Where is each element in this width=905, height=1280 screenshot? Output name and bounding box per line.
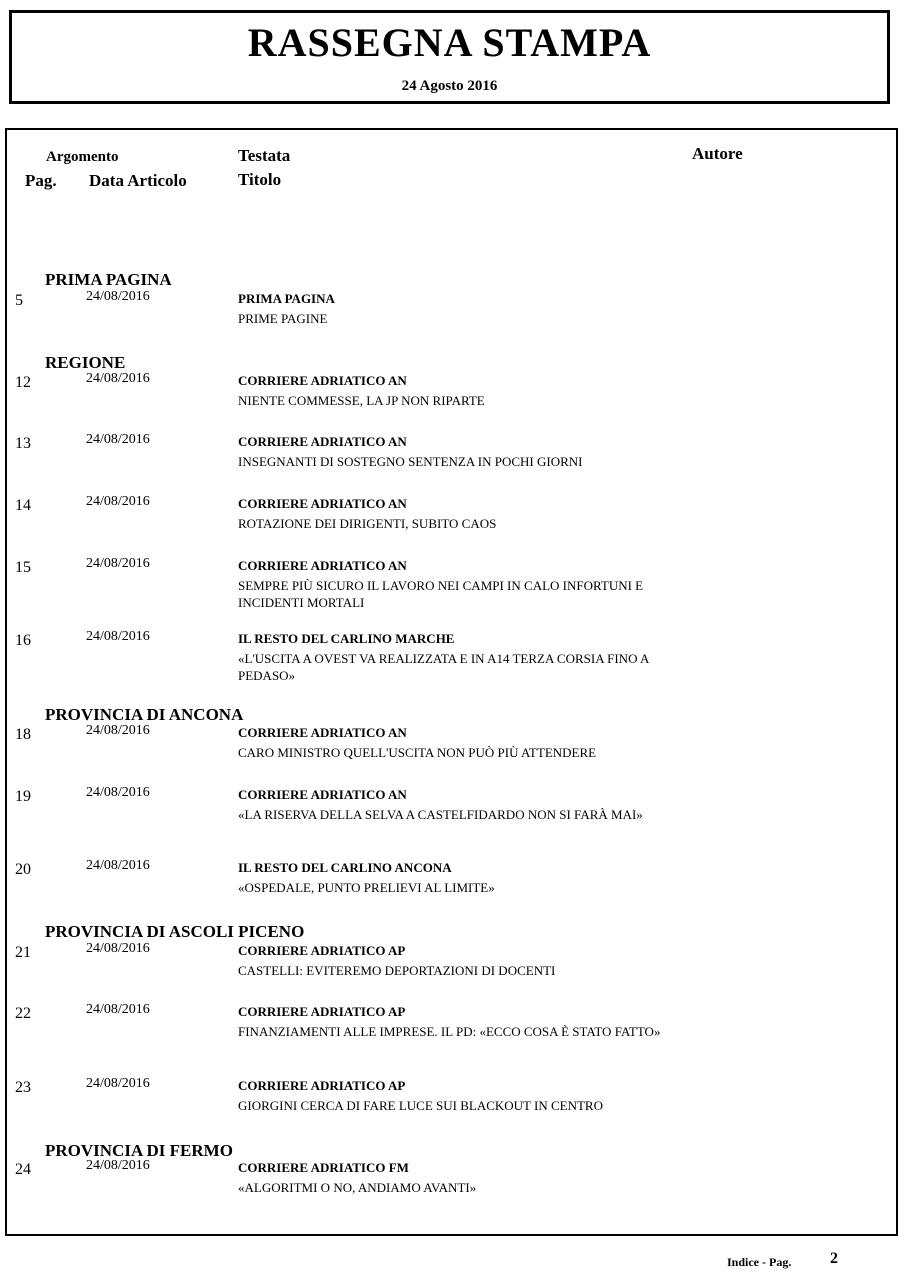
- article-date: 24/08/2016: [86, 723, 150, 738]
- article-page: 19: [15, 788, 31, 805]
- column-header-argomento: Argomento: [46, 149, 119, 165]
- article-page: 20: [15, 861, 31, 878]
- article-testata: CORRIERE ADRIATICO AN: [238, 725, 407, 740]
- article-page: 13: [15, 435, 31, 452]
- article-page: 5: [15, 292, 23, 309]
- article-testata: CORRIERE ADRIATICO AN: [238, 558, 407, 573]
- article-date: 24/08/2016: [86, 941, 150, 956]
- report-title: RASSEGNA STAMPA: [247, 20, 652, 65]
- section-heading: PRIMA PAGINA: [45, 270, 172, 289]
- article-title: CASTELLI: EVITEREMO DEPORTAZIONI DI DOCENTI: [238, 963, 556, 978]
- article-date: 24/08/2016: [86, 371, 150, 386]
- article-title: FINANZIAMENTI ALLE IMPRESE. IL PD: «ECCO COSA È STATO FATTO»: [238, 1024, 661, 1039]
- article-date: 24/08/2016: [86, 289, 150, 304]
- report-date: 24 Agosto 2016: [401, 78, 498, 94]
- column-header-titolo: Titolo: [238, 170, 282, 189]
- article-title: «ALGORITMI O NO, ANDIAMO AVANTI»: [238, 1180, 477, 1195]
- article-date: 24/08/2016: [86, 858, 150, 873]
- section-heading: PROVINCIA DI FERMO: [45, 1141, 233, 1160]
- column-header-autore: Autore: [692, 144, 743, 163]
- article-date: 24/08/2016: [86, 494, 150, 509]
- article-title: ROTAZIONE DEI DIRIGENTI, SUBITO CAOS: [238, 516, 497, 531]
- article-title: NIENTE COMMESSE, LA JP NON RIPARTE: [238, 393, 485, 408]
- article-date: 24/08/2016: [86, 629, 150, 644]
- article-testata: CORRIERE ADRIATICO FM: [238, 1160, 409, 1175]
- footer-page-number: 2: [830, 1250, 838, 1267]
- article-testata: CORRIERE ADRIATICO AP: [238, 1078, 406, 1093]
- article-page: 23: [15, 1079, 31, 1096]
- article-date: 24/08/2016: [86, 432, 150, 447]
- article-title: CARO MINISTRO QUELL'USCITA NON PUÒ PIÙ ATTENDERE: [238, 745, 597, 760]
- article-page: 22: [15, 1005, 31, 1022]
- article-testata: CORRIERE ADRIATICO AN: [238, 373, 407, 388]
- article-title: PRIME PAGINE: [238, 311, 328, 326]
- article-title: «LA RISERVA DELLA SELVA A CASTELFIDARDO NON SI FARÀ MAI»: [238, 807, 643, 822]
- article-title: SEMPRE PIÙ SICURO IL LAVORO NEI CAMPI IN CALO INFORTUNI E INCIDENTI MORTALI: [238, 578, 644, 610]
- article-page: 14: [15, 497, 31, 514]
- article-title: «L'USCITA A OVEST VA REALIZZATA E IN A14 TERZA CORSIA FINO A PEDASO»: [238, 651, 649, 683]
- article-testata: CORRIERE ADRIATICO AN: [238, 787, 407, 802]
- article-title: GIORGINI CERCA DI FARE LUCE SUI BLACKOUT IN CENTRO: [238, 1098, 603, 1113]
- section-heading: PROVINCIA DI ASCOLI PICENO: [45, 922, 305, 941]
- article-date: 24/08/2016: [86, 1076, 150, 1091]
- column-header-testata: Testata: [238, 146, 291, 165]
- section-heading: REGIONE: [45, 353, 126, 372]
- article-date: 24/08/2016: [86, 1158, 150, 1173]
- column-header-data: Data Articolo: [89, 171, 187, 190]
- article-date: 24/08/2016: [86, 785, 150, 800]
- article-testata: IL RESTO DEL CARLINO ANCONA: [238, 860, 452, 875]
- article-testata: CORRIERE ADRIATICO AN: [238, 434, 407, 449]
- article-date: 24/08/2016: [86, 1002, 150, 1017]
- article-page: 21: [15, 944, 31, 961]
- article-page: 15: [15, 559, 31, 576]
- article-page: 24: [15, 1161, 31, 1178]
- article-testata: CORRIERE ADRIATICO AP: [238, 943, 406, 958]
- section-heading: PROVINCIA DI ANCONA: [45, 705, 244, 724]
- article-title: INSEGNANTI DI SOSTEGNO SENTENZA IN POCHI GIORNI: [238, 454, 583, 469]
- article-testata: CORRIERE ADRIATICO AN: [238, 496, 407, 511]
- article-testata: PRIMA PAGINA: [238, 291, 335, 306]
- article-title: «OSPEDALE, PUNTO PRELIEVI AL LIMITE»: [238, 880, 495, 895]
- article-page: 18: [15, 726, 31, 743]
- article-testata: CORRIERE ADRIATICO AP: [238, 1004, 406, 1019]
- article-page: 12: [15, 374, 31, 391]
- footer-label: Indice - Pag.: [727, 1255, 792, 1269]
- article-page: 16: [15, 632, 31, 649]
- column-header-pag: Pag.: [25, 171, 57, 190]
- article-date: 24/08/2016: [86, 556, 150, 571]
- article-testata: IL RESTO DEL CARLINO MARCHE: [238, 631, 455, 646]
- header-box: [9, 10, 890, 104]
